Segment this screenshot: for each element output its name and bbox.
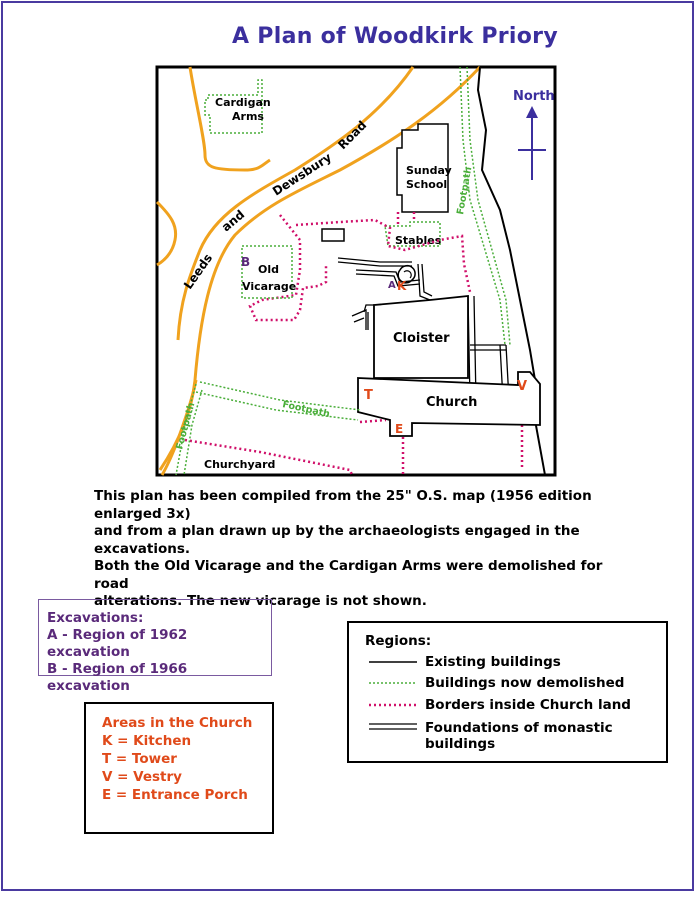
label-footpath-south: Footpath <box>174 401 198 451</box>
border-church-west <box>360 420 386 422</box>
label-stables: Stables <box>395 234 442 247</box>
label-footpath-west: Footpath <box>281 399 331 420</box>
marker-v: V <box>517 379 528 394</box>
marker-k: K <box>397 279 407 293</box>
label-church: Church <box>426 395 478 410</box>
label-old: Old <box>258 263 279 276</box>
legend-foundations-label: Foundations of monastic buildings <box>425 720 613 752</box>
road-north-edge <box>178 67 413 340</box>
marker-a: A <box>388 280 396 291</box>
foundation-west <box>352 310 366 330</box>
road-west-edge <box>157 202 176 265</box>
excavation-b: B - Region of 1966 excavation <box>47 661 188 694</box>
label-road: Road <box>335 118 370 153</box>
areas-legend <box>84 702 274 834</box>
area-kitchen: K = Kitchen <box>102 733 192 749</box>
caption-line-3: Both the Old Vicarage and the Cardigan Arms were demolished for road <box>94 558 603 592</box>
label-north: North <box>513 89 555 104</box>
outbuilding <box>322 229 344 241</box>
label-sunday: Sunday <box>406 164 452 177</box>
legend-existing-label: Existing buildings <box>425 654 561 670</box>
caption-line-1: This plan has been compiled from the 25" O.S. map (1956 edition enlarged 3x) <box>94 488 592 522</box>
regions-legend <box>347 621 668 763</box>
legend-demolished-label: Buildings now demolished <box>425 675 625 691</box>
page-title: A Plan of Woodkirk Priory <box>232 24 558 49</box>
label-cloister: Cloister <box>393 331 450 346</box>
caption-line-4: alterations. The new vicarage is not shown. <box>94 593 427 609</box>
label-footpath-east: Footpath <box>455 166 475 216</box>
areas-title: Areas in the Church <box>102 715 253 731</box>
legend-demolished-line <box>369 676 417 690</box>
area-vestry: V = Vestry <box>102 769 182 785</box>
legend-foundations-line <box>369 720 417 734</box>
legend-borders-line <box>369 698 417 712</box>
legend-existing-line <box>369 655 417 669</box>
footpath-west-a <box>200 382 360 410</box>
area-tower: T = Tower <box>102 751 177 767</box>
excavation-a: A - Region of 1962 excavation <box>47 627 188 660</box>
footpath-east-b <box>467 67 510 345</box>
marker-b: B <box>241 255 251 269</box>
excavations-title: Excavations: <box>47 610 144 626</box>
regions-title: Regions: <box>365 633 432 649</box>
label-churchyard: Churchyard <box>204 458 276 471</box>
caption-line-2: and from a plan drawn up by the archaeologists engaged in the excavations. <box>94 523 580 557</box>
border-school <box>398 212 414 226</box>
label-vicarage: Vicarage <box>242 280 297 293</box>
legend-borders-label: Borders inside Church land <box>425 697 631 713</box>
foundation-round-inner <box>404 271 411 278</box>
label-and: and <box>218 207 248 235</box>
label-dewsbury: Dewsbury <box>270 150 334 199</box>
label-leeds: Leeds <box>180 251 216 292</box>
label-cardigan: Cardigan <box>215 96 271 109</box>
area-porch: E = Entrance Porch <box>102 787 248 803</box>
marker-t: T <box>364 388 373 403</box>
foundation-east <box>418 264 432 300</box>
label-arms: Arms <box>232 110 264 123</box>
plan-caption <box>94 488 614 611</box>
foundation-north <box>338 258 412 266</box>
north-arrow-head <box>526 106 538 118</box>
label-school: School <box>406 178 448 191</box>
excavations-legend <box>38 599 272 694</box>
marker-e: E <box>395 422 404 436</box>
